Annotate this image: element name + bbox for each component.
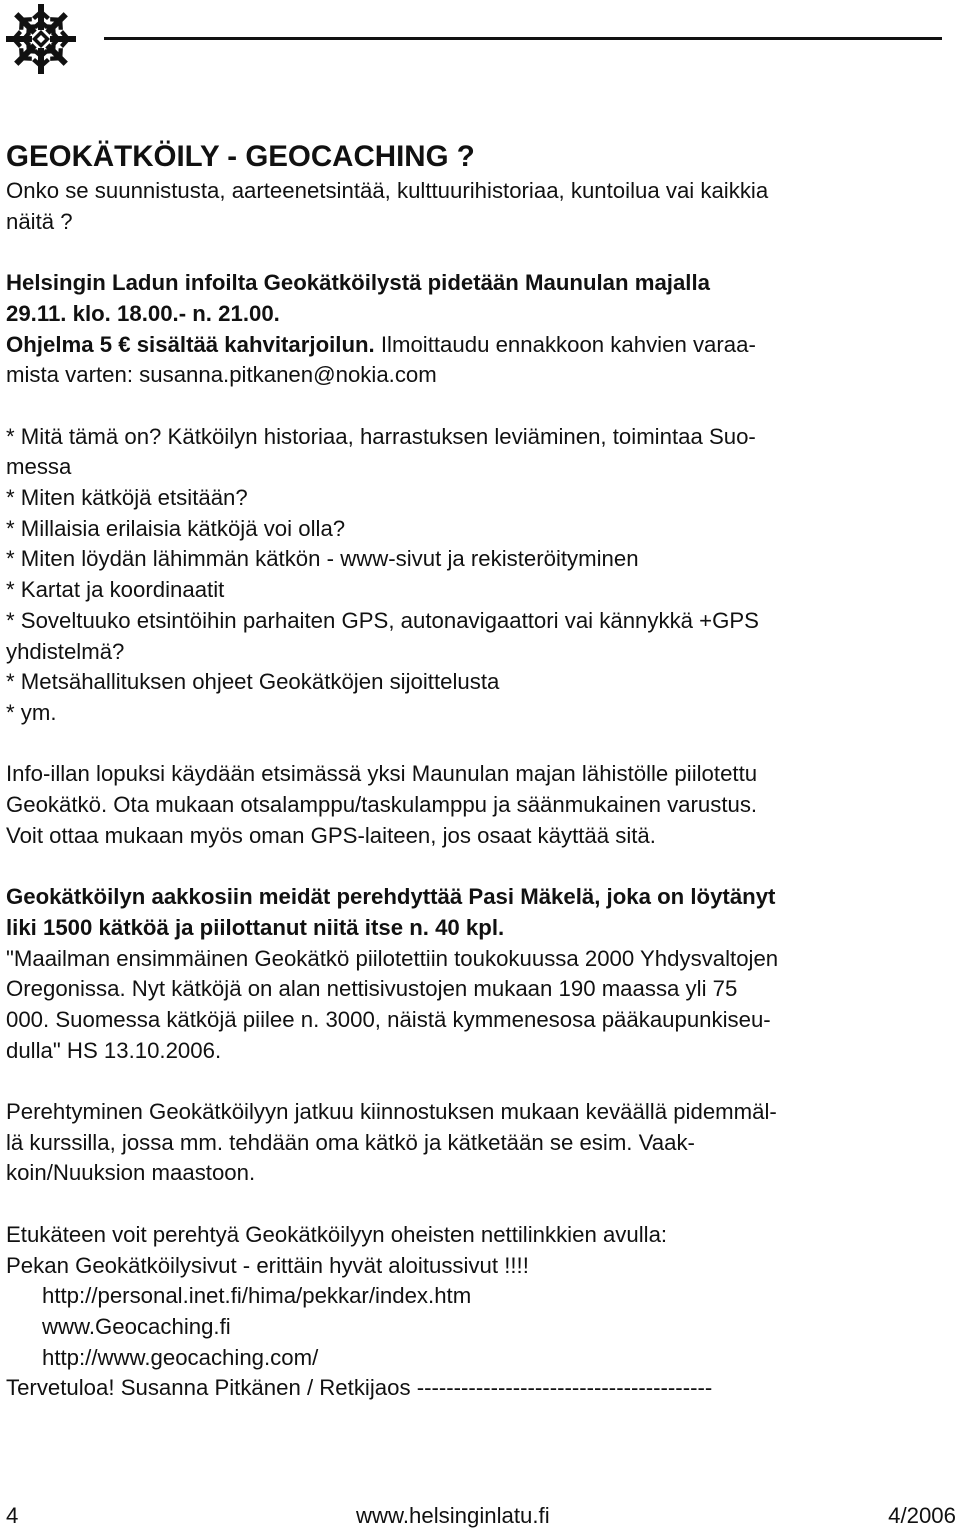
intro-line: Onko se suunnistusta, aarteenetsintää, kulttuurihistoriaa, kuntoilua vai kaikkia <box>6 178 769 203</box>
page-footer <box>6 1503 956 1535</box>
event-line: mista varten: susanna.pitkanen@nokia.com <box>6 362 437 388</box>
course-line: lä kurssilla, jossa mm. tehdään oma kätkö ja kätketään se esim. Vaak- <box>6 1129 695 1155</box>
header-rule <box>104 37 942 40</box>
links-intro-line: Pekan Geokätköilysivut - erittäin hyvät aloitussivut !!!! <box>6 1252 529 1278</box>
info-line: Voit ottaa mukaan myös oman GPS-laiteen, jos osaat käyttää sitä. <box>6 822 656 848</box>
footer-website: www.helsinginlatu.fi <box>356 1503 550 1528</box>
event-price-text: Ohjelma 5 € sisältää kahvitarjoilun. <box>6 331 375 357</box>
issue-number: 4/2006 <box>888 1503 956 1528</box>
quote-line: Oregonissa. Nyt kätköjä on alan nettisivustojen mukaan 190 maassa yli 75 <box>6 976 738 1002</box>
topic-line: * Miten löydän lähimmän kätkön - www-sivut ja rekisteröityminen <box>6 546 639 572</box>
info-line: Info-illan lopuksi käydään etsimässä yksi Maunulan majan lähistölle piilotettu <box>6 761 758 787</box>
quote-line: 000. Suomessa kätköjä piilee n. 3000, näistä kymmenesosa pääkaupunkiseu- <box>6 1006 771 1032</box>
event-registration-text: Ilmoittaudu ennakkoon kahvien varaa- <box>374 331 756 357</box>
signature-line: Tervetuloa! Susanna Pitkänen / Retkijaos ---------------------------------------- <box>6 1375 713 1401</box>
topic-line: * ym. <box>6 699 57 725</box>
quote-line: dulla" HS 13.10.2006. <box>6 1037 222 1063</box>
topic-line: * Mitä tämä on? Kätköilyn historiaa, harrastuksen leviäminen, toimintaa Suo- <box>6 423 756 449</box>
speaker-line: Geokätköilyn aakkosiin meidät perehdyttää Pasi Mäkelä, joka on löytänyt <box>6 884 776 910</box>
quote-line: "Maailman ensimmäinen Geokätkö piilotettiin toukokuussa 2000 Yhdysvaltojen <box>6 945 779 971</box>
topic-line: * Millaisia erilaisia kätköjä voi olla? <box>6 515 346 541</box>
topic-line: * Miten kätköjä etsitään? <box>6 485 248 510</box>
event-line: 29.11. klo. 18.00.- n. 21.00. <box>6 300 280 326</box>
link-geocaching-fi[interactable]: www.Geocaching.fi <box>42 1313 231 1339</box>
course-line: Perehtyminen Geokätköilyyn jatkuu kiinnostuksen mukaan keväällä pidemmäl- <box>6 1099 777 1125</box>
event-line <box>6 330 950 361</box>
link-personal-pages[interactable]: http://personal.inet.fi/hima/pekkar/index.htm <box>42 1283 472 1309</box>
event-line: Helsingin Ladun infoilta Geokätköilystä pidetään Maunulan majalla <box>6 270 710 296</box>
link-geocaching-com[interactable]: http://www.geocaching.com/ <box>42 1344 319 1370</box>
snowflake-icon <box>4 2 78 76</box>
intro-line: näitä ? <box>6 208 73 234</box>
speaker-line: liki 1500 kätköä ja piilottanut niitä itse n. 40 kpl. <box>6 914 505 940</box>
course-line: koin/Nuuksion maastoon. <box>6 1160 256 1186</box>
topic-line: * Soveltuuko etsintöihin parhaiten GPS, autonavigaattori vai kännykkä +GPS <box>6 607 759 633</box>
article-title: GEOKÄTKÖILY - GEOCACHING ? <box>6 140 475 173</box>
links-intro-line: Etukäteen voit perehtyä Geokätköilyyn oheisten nettilinkkien avulla: <box>6 1221 668 1247</box>
topic-line: messa <box>6 454 72 480</box>
topic-line: yhdistelmä? <box>6 638 125 664</box>
topic-line: * Metsähallituksen ohjeet Geokätköjen sijoittelusta <box>6 669 500 695</box>
page-header <box>0 0 960 80</box>
page-number: 4 <box>6 1503 19 1528</box>
topic-line: * Kartat ja koordinaatit <box>6 577 225 603</box>
info-line: Geokätkö. Ota mukaan otsalamppu/taskulamppu ja säänmukainen varustus. <box>6 792 758 818</box>
article <box>6 138 950 1404</box>
